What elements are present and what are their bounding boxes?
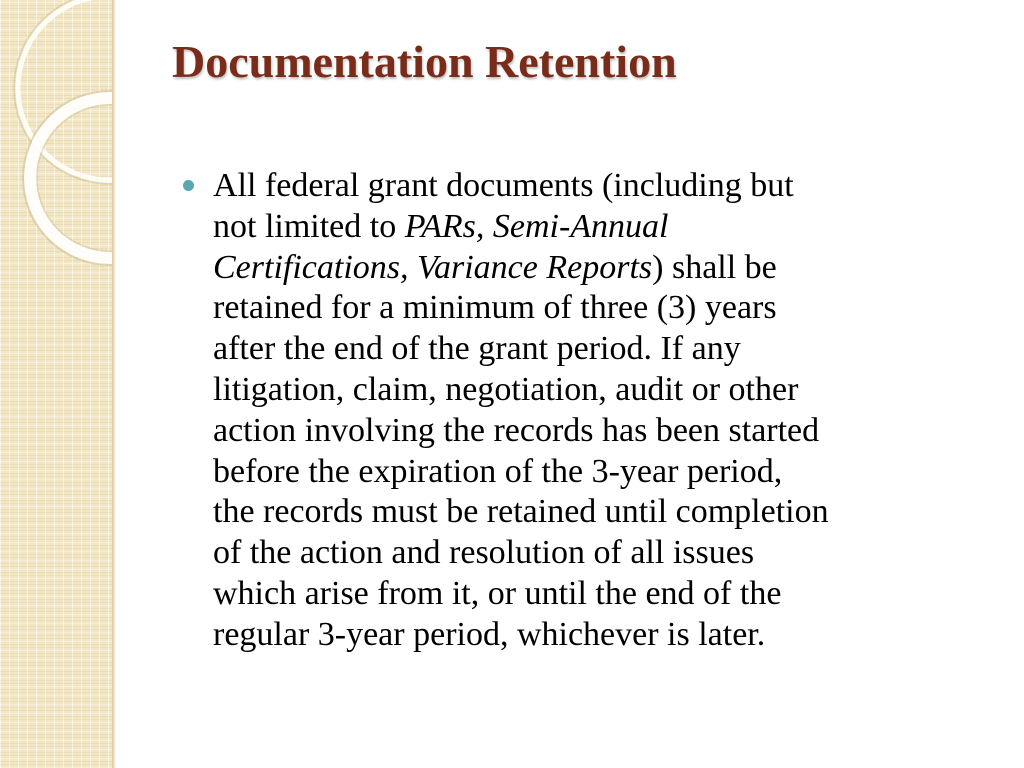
bullet-dot-icon (183, 180, 194, 191)
line-italic-text: Certifications, Variance Reports (213, 248, 653, 286)
line-text: regular 3-year period, whichever is later. (213, 615, 766, 653)
bullet-line-8 (213, 452, 998, 493)
line-text: after the end of the grant period. If any (213, 330, 741, 368)
line-text: which arise from it, or until the end of the (213, 574, 782, 612)
bullet-line-12 (213, 615, 998, 656)
bullet-line-3 (213, 248, 998, 289)
line-text: action involving the records has been started (213, 411, 820, 449)
slide-title: Documentation Retention (172, 36, 677, 87)
bullet-item (183, 166, 998, 656)
line-text: not limited to (213, 207, 405, 245)
line-text: All federal grant documents (including but (213, 167, 794, 204)
line-italic-text: PARs, Semi-Annual (404, 207, 669, 245)
side-panel-edge (112, 0, 116, 768)
bullet-line-5 (213, 329, 998, 370)
decorative-circles (0, 0, 112, 300)
line-text: the records must be retained until completion (213, 493, 829, 531)
decorative-side-panel (0, 0, 112, 768)
bullet-line-1 (213, 166, 998, 207)
line-text: ) shall be (652, 248, 777, 286)
line-text: of the action and resolution of all issues (213, 534, 755, 572)
line-text: before the expiration of the 3-year period, (213, 452, 783, 490)
line-text: litigation, claim, negotiation, audit or other (213, 370, 799, 408)
bullet-line-9 (213, 492, 998, 533)
bullet-line-6 (213, 370, 998, 411)
bullet-line-2 (213, 207, 998, 248)
bullet-line-7 (213, 411, 998, 452)
bullet-line-11 (213, 574, 998, 615)
bullet-line-4 (213, 288, 998, 329)
line-text: retained for a minimum of three (3) years (213, 289, 777, 327)
bullet-list (183, 166, 998, 656)
bullet-line-10 (213, 533, 998, 574)
